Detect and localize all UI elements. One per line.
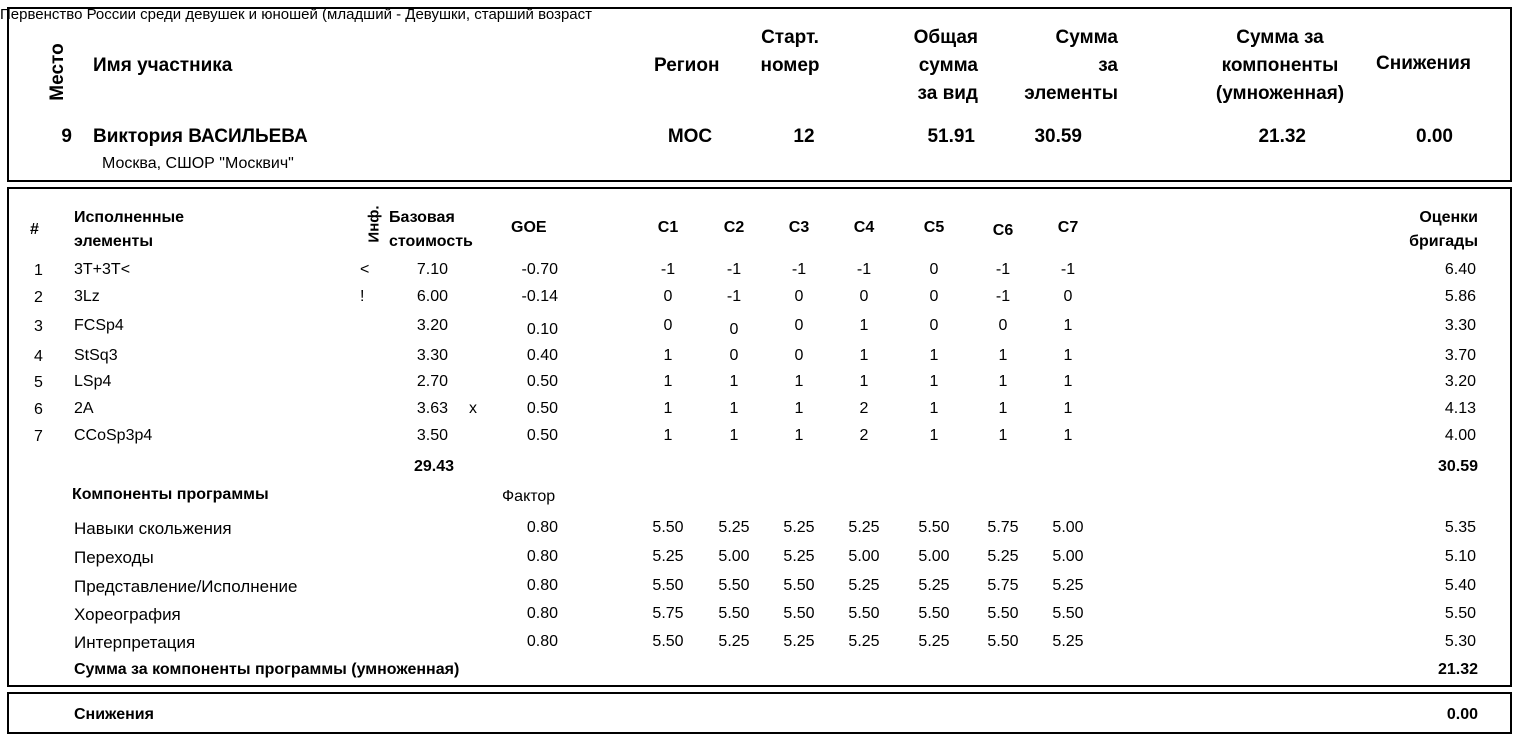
- component-factor: 0.80: [526, 605, 558, 622]
- judge-score-c7: 1: [1063, 400, 1073, 417]
- components-total: 21.32: [1437, 661, 1478, 678]
- element-base-value: 7.10: [416, 261, 448, 278]
- element-base-value: 3.50: [416, 427, 448, 444]
- deductions-box: [7, 692, 1512, 734]
- element-base-value: 6.00: [416, 288, 448, 305]
- component-panel-score: 5.30: [1444, 633, 1476, 650]
- component-judge-score-c3: 5.50: [783, 577, 815, 594]
- judge-score-c7: -1: [1060, 261, 1076, 278]
- start-header-line1: Старт.: [761, 27, 819, 48]
- element-info-flag: !: [360, 288, 365, 305]
- total-header-line2: сумма: [918, 55, 978, 76]
- element-row-number: 6: [34, 401, 43, 418]
- element-base-value: 3.20: [416, 317, 448, 334]
- component-panel-score: 5.35: [1444, 519, 1476, 536]
- base-header-line1: Базовая: [389, 209, 455, 226]
- element-base-value: 2.70: [416, 373, 448, 390]
- judge-score-c4: 1: [859, 347, 869, 364]
- info-header: [364, 204, 384, 244]
- judge-score-c6: 1: [998, 347, 1008, 364]
- total-header-line3: за вид: [917, 83, 978, 104]
- judge-header-2: C2: [723, 219, 745, 236]
- base-header-line2: стоимость: [389, 233, 473, 250]
- element-code: FCSp4: [74, 317, 124, 334]
- skater-name: Виктория ВАСИЛЬЕВА: [93, 126, 308, 147]
- elements-panel-total: 30.59: [1437, 458, 1478, 475]
- judge-score-c4: 0: [859, 288, 869, 305]
- deductions-label: Снижения: [74, 706, 154, 723]
- judge-score-c2: 1: [729, 427, 739, 444]
- component-judge-score-c1: 5.50: [652, 577, 684, 594]
- judge-score-c5: 0: [929, 288, 939, 305]
- skater-region: MOC: [667, 126, 713, 147]
- judge-score-c7: 1: [1063, 347, 1073, 364]
- skater-start-number: 12: [793, 126, 815, 147]
- info-label: Инф.: [365, 205, 383, 243]
- judge-score-c1: -1: [660, 261, 676, 278]
- judge-score-c6: -1: [995, 261, 1011, 278]
- panel-score-header: [1380, 206, 1478, 254]
- place-header: [44, 40, 72, 104]
- judge-score-c2: 0: [729, 347, 739, 364]
- judge-score-c7: 1: [1063, 317, 1073, 334]
- component-factor: 0.80: [526, 577, 558, 594]
- component-factor: 0.80: [526, 519, 558, 536]
- elements-header: [74, 206, 184, 254]
- judge-score-c7: 0: [1063, 288, 1073, 305]
- component-judge-score-c7: 5.25: [1052, 577, 1084, 594]
- elements-header-line3: элементы: [1024, 83, 1118, 104]
- judge-score-c2: 1: [729, 373, 739, 390]
- skater-place: 9: [61, 126, 72, 147]
- judge-score-c5: 1: [929, 347, 939, 364]
- judge-score-c3: 1: [794, 427, 804, 444]
- component-judge-score-c2: 5.25: [718, 519, 750, 536]
- component-judge-score-c3: 5.25: [783, 519, 815, 536]
- component-judge-score-c6: 5.75: [987, 519, 1019, 536]
- elements-header-line1: Сумма: [1055, 27, 1118, 48]
- component-judge-score-c5: 5.25: [918, 577, 950, 594]
- skater-elements-score: 30.59: [1034, 126, 1082, 147]
- elements-header-line2: элементы: [74, 233, 153, 250]
- components-header-line2: компоненты: [1221, 55, 1339, 76]
- element-row-number: 1: [34, 262, 43, 279]
- element-number-header: #: [30, 221, 39, 238]
- skater-deductions: 0.00: [1416, 126, 1453, 147]
- component-judge-score-c4: 5.25: [848, 633, 880, 650]
- component-judge-score-c6: 5.50: [987, 633, 1019, 650]
- component-judge-score-c7: 5.00: [1052, 548, 1084, 565]
- judge-header-6: C6: [992, 222, 1014, 239]
- element-code: 3T+3T<: [74, 261, 131, 278]
- goe-header: GOE: [511, 219, 547, 236]
- components-header-line1: Сумма за: [1236, 27, 1324, 48]
- judge-score-c3: 0: [794, 288, 804, 305]
- element-code: CCoSp3p4: [74, 427, 153, 444]
- judge-score-c3: 1: [794, 373, 804, 390]
- element-panel-score: 4.00: [1444, 427, 1476, 444]
- component-judge-score-c5: 5.25: [918, 633, 950, 650]
- judge-score-c1: 1: [663, 373, 673, 390]
- judge-score-c6: 1: [998, 427, 1008, 444]
- judge-score-c5: 1: [929, 427, 939, 444]
- panel-header-line1: Оценки: [1419, 209, 1478, 226]
- element-goe: 0.50: [526, 373, 558, 390]
- element-row-number: 7: [34, 428, 43, 445]
- judge-score-c6: 0: [998, 317, 1008, 334]
- component-panel-score: 5.50: [1444, 605, 1476, 622]
- element-goe: 0.50: [526, 400, 558, 417]
- element-panel-score: 3.70: [1444, 347, 1476, 364]
- component-judge-score-c4: 5.25: [848, 577, 880, 594]
- judge-score-c6: 1: [998, 400, 1008, 417]
- judge-score-c1: 1: [663, 347, 673, 364]
- element-row-number: 2: [34, 289, 43, 306]
- judge-score-c1: 0: [663, 288, 673, 305]
- judge-score-c2: -1: [726, 288, 742, 305]
- components-title: Компоненты программы: [72, 486, 269, 503]
- component-name: Интерпретация: [74, 633, 196, 652]
- component-panel-score: 5.10: [1444, 548, 1476, 565]
- element-info-flag: <: [360, 261, 370, 278]
- place-label: Место: [47, 43, 68, 101]
- total-score-header: [880, 24, 978, 108]
- base-value-header: [389, 206, 473, 254]
- judge-header-1: C1: [657, 219, 679, 236]
- judge-score-c3: 1: [794, 400, 804, 417]
- component-judge-score-c1: 5.50: [652, 519, 684, 536]
- components-total-label: Сумма за компоненты программы (умноженная): [74, 661, 460, 678]
- judge-score-c3: 0: [794, 317, 804, 334]
- component-judge-score-c3: 5.50: [783, 605, 815, 622]
- component-judge-score-c2: 5.50: [718, 577, 750, 594]
- judge-header-3: C3: [788, 219, 810, 236]
- component-judge-score-c2: 5.50: [718, 605, 750, 622]
- start-number-header: [750, 24, 830, 80]
- element-goe: -0.14: [521, 288, 558, 305]
- components-header-line3: (умноженная): [1215, 83, 1345, 104]
- element-goe: 0.50: [526, 427, 558, 444]
- judge-score-c2: -1: [726, 261, 742, 278]
- components-score-header: [1190, 24, 1370, 108]
- judge-score-c3: 0: [794, 347, 804, 364]
- component-factor: 0.80: [526, 633, 558, 650]
- element-base-value: 3.30: [416, 347, 448, 364]
- judge-score-c1: 1: [663, 400, 673, 417]
- judge-score-c4: 1: [859, 317, 869, 334]
- elements-header-line2: за: [1098, 55, 1118, 76]
- skater-total-score: 51.91: [927, 126, 975, 147]
- element-panel-score: 3.30: [1444, 317, 1476, 334]
- factor-header: Фактор: [502, 488, 556, 505]
- component-panel-score: 5.40: [1444, 577, 1476, 594]
- component-judge-score-c4: 5.50: [848, 605, 880, 622]
- element-goe: 0.40: [526, 347, 558, 364]
- component-factor: 0.80: [526, 548, 558, 565]
- element-panel-score: 5.86: [1444, 288, 1476, 305]
- deductions-header: Снижения: [1376, 53, 1471, 74]
- judge-score-c5: 0: [929, 261, 939, 278]
- component-judge-score-c5: 5.00: [918, 548, 950, 565]
- component-judge-score-c6: 5.75: [987, 577, 1019, 594]
- elements-score-header: [1010, 24, 1118, 108]
- judge-score-c2: 1: [729, 400, 739, 417]
- judge-score-c7: 1: [1063, 427, 1073, 444]
- judge-score-c4: 1: [859, 373, 869, 390]
- skater-club: Москва, СШОР "Москвич": [102, 155, 294, 172]
- element-goe: 0.10: [526, 321, 558, 338]
- skater-components-score: 21.32: [1258, 126, 1306, 147]
- component-name: Переходы: [74, 548, 154, 567]
- judge-score-c7: 1: [1063, 373, 1073, 390]
- element-row-number: 4: [34, 348, 43, 365]
- component-name: Хореография: [74, 605, 181, 624]
- component-name: Навыки скольжения: [74, 519, 232, 538]
- component-judge-score-c7: 5.25: [1052, 633, 1084, 650]
- deductions-value: 0.00: [1446, 706, 1478, 723]
- judge-score-c1: 0: [663, 317, 673, 334]
- component-judge-score-c5: 5.50: [918, 519, 950, 536]
- component-judge-score-c6: 5.25: [987, 548, 1019, 565]
- component-judge-score-c4: 5.00: [848, 548, 880, 565]
- component-judge-score-c1: 5.25: [652, 548, 684, 565]
- element-row-number: 5: [34, 374, 43, 391]
- judge-score-c4: 2: [859, 400, 869, 417]
- component-judge-score-c4: 5.25: [848, 519, 880, 536]
- element-bonus-flag: x: [469, 400, 477, 417]
- element-base-value: 3.63: [416, 400, 448, 417]
- element-panel-score: 4.13: [1444, 400, 1476, 417]
- base-value-total: 29.43: [413, 458, 454, 475]
- judge-score-c4: 2: [859, 427, 869, 444]
- component-name: Представление/Исполнение: [74, 577, 298, 596]
- start-header-line2: номер: [760, 55, 820, 76]
- elements-header-line1: Исполненные: [74, 209, 185, 226]
- element-row-number: 3: [34, 318, 43, 335]
- component-judge-score-c1: 5.50: [652, 633, 684, 650]
- judge-score-c6: 1: [998, 373, 1008, 390]
- event-title: Первенство России среди девушек и юношей (младший - Девушки, старший возраст: [0, 6, 593, 23]
- judge-score-c2: 0: [729, 321, 739, 338]
- component-judge-score-c5: 5.50: [918, 605, 950, 622]
- component-judge-score-c1: 5.75: [652, 605, 684, 622]
- judge-score-c5: 0: [929, 317, 939, 334]
- component-judge-score-c2: 5.25: [718, 633, 750, 650]
- judge-header-5: C5: [923, 219, 945, 236]
- element-code: 3Lz: [74, 288, 100, 305]
- total-header-line1: Общая: [913, 27, 978, 48]
- judge-header-7: C7: [1057, 219, 1079, 236]
- judge-score-c5: 1: [929, 373, 939, 390]
- judge-score-c5: 1: [929, 400, 939, 417]
- component-judge-score-c7: 5.00: [1052, 519, 1084, 536]
- element-code: 2A: [74, 400, 94, 417]
- element-code: LSp4: [74, 373, 112, 390]
- component-judge-score-c7: 5.50: [1052, 605, 1084, 622]
- component-judge-score-c6: 5.50: [987, 605, 1019, 622]
- element-goe: -0.70: [521, 261, 558, 278]
- judge-score-c3: -1: [791, 261, 807, 278]
- element-panel-score: 3.20: [1444, 373, 1476, 390]
- element-panel-score: 6.40: [1444, 261, 1476, 278]
- component-judge-score-c3: 5.25: [783, 548, 815, 565]
- component-judge-score-c3: 5.25: [783, 633, 815, 650]
- judge-score-c4: -1: [856, 261, 872, 278]
- name-header: Имя участника: [93, 55, 233, 76]
- judge-score-c6: -1: [995, 288, 1011, 305]
- component-judge-score-c2: 5.00: [718, 548, 750, 565]
- region-header: Регион: [654, 55, 720, 76]
- panel-header-line2: бригады: [1409, 233, 1478, 250]
- judge-header-4: C4: [853, 219, 875, 236]
- element-code: StSq3: [74, 347, 118, 364]
- judge-score-c1: 1: [663, 427, 673, 444]
